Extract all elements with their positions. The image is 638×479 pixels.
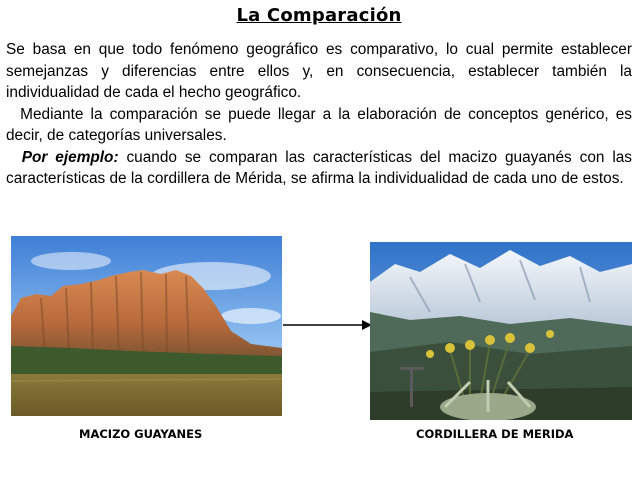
right-caption: CORDILLERA DE MERIDA <box>416 427 574 441</box>
paragraph-1: Se basa en que todo fenómeno geográfico es comparativo, lo cual permite establecer semejanzas y diferencias entre ellos y, en consecuencia, establecer también la individualidad de cada el hecho geográfico. <box>6 41 632 101</box>
left-caption: MACIZO GUAYANES <box>79 427 203 441</box>
paragraph-2-text: Mediante la comparación se puede llegar a la elaboración de conceptos genérico, es decir, de categorías universales. <box>6 105 632 144</box>
body-text <box>6 39 632 190</box>
cordillera-merida-photo <box>370 242 632 420</box>
paragraph-2 <box>6 104 632 147</box>
example-lead: Por ejemplo: <box>21 148 119 166</box>
paragraph-3 <box>6 147 632 190</box>
macizo-guayanes-photo <box>11 236 282 416</box>
slide-title: La Comparación <box>236 5 402 26</box>
arrow-right-icon <box>283 318 373 332</box>
paragraph-3-text: cuando se comparan las características del macizo guayanés con las características de la cordillera de Mérida, se afirma la individualidad de cada uno de estos. <box>6 148 632 187</box>
